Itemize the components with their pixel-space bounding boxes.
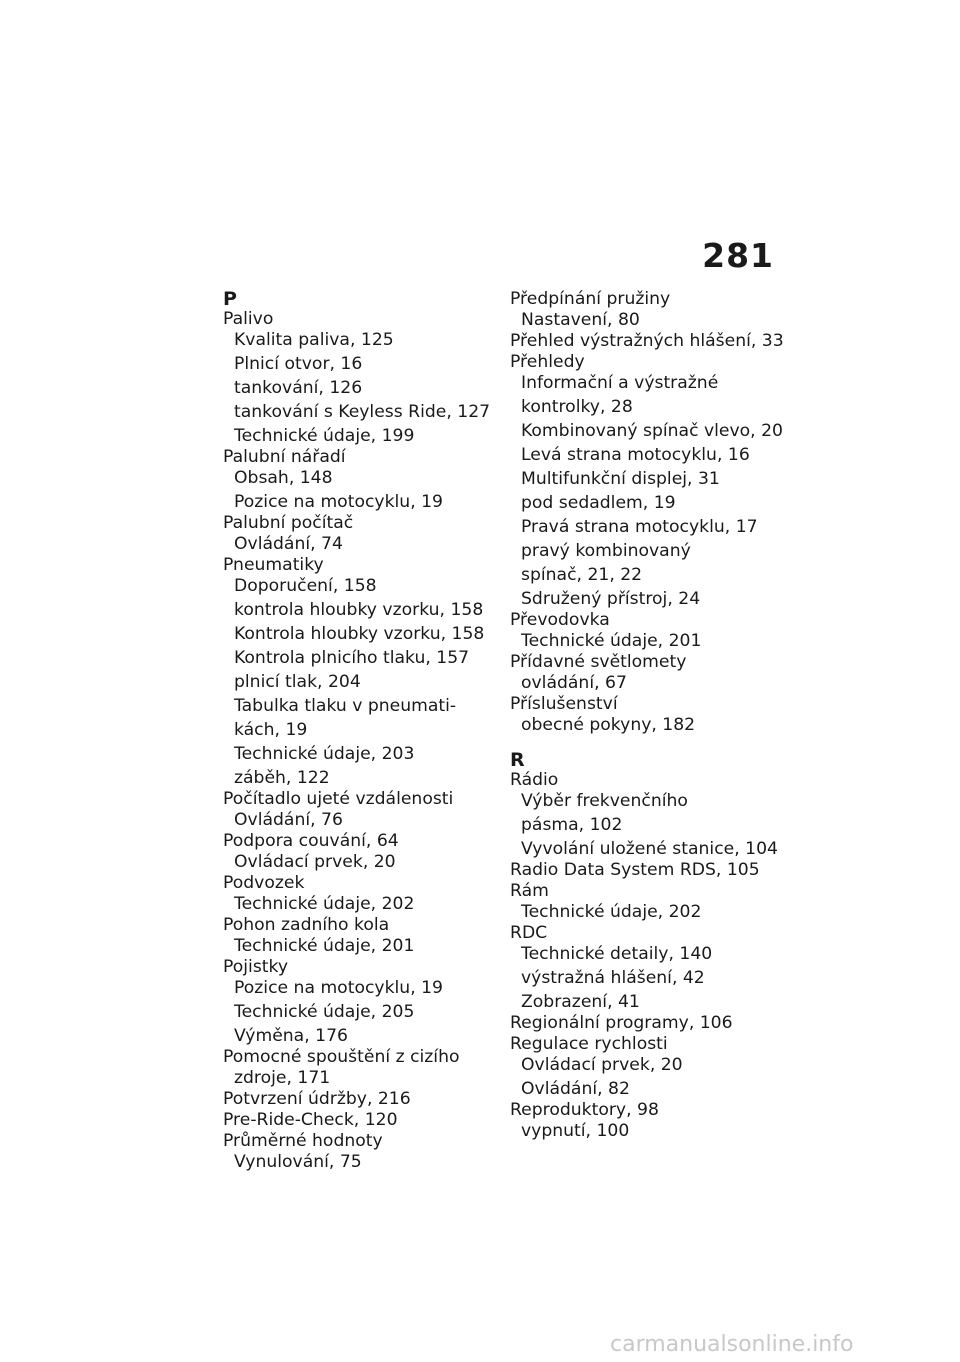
index-entry: Převodovka — [510, 610, 610, 630]
index-subentry: Technické údaje, 201 — [234, 936, 415, 956]
index-entry: Příslušenství — [510, 694, 618, 714]
index-entry: Rám — [510, 881, 549, 901]
index-subentry: Výměna, 176 — [234, 1026, 348, 1046]
index-subentry: Plnicí otvor, 16 — [234, 354, 363, 374]
index-subentry: Ovládací prvek, 20 — [234, 852, 396, 872]
index-subentry: pravý kombinovaný — [521, 541, 691, 561]
index-entry: Podvozek — [223, 873, 305, 893]
index-subentry: Technické údaje, 202 — [521, 902, 702, 922]
index-subentry: Technické detaily, 140 — [521, 944, 713, 964]
index-subentry: Technické údaje, 202 — [234, 894, 415, 914]
index-subentry: zdroje, 171 — [234, 1068, 331, 1088]
index-entry: Palubní nářadí — [223, 447, 346, 467]
index-subentry: Kontrola hloubky vzorku, 158 — [234, 624, 485, 644]
index-subentry: Tabulka tlaku v pneumati- — [234, 696, 457, 716]
index-subentry: záběh, 122 — [234, 768, 330, 788]
index-column-right — [510, 289, 800, 1142]
index-entry: Pojistky — [223, 957, 289, 977]
index-entry: RDC — [510, 923, 548, 943]
page-number: 281 — [702, 236, 774, 275]
index-entry: Palivo — [223, 309, 274, 329]
index-subentry: Ovládání, 74 — [234, 534, 343, 554]
index-subentry: Levá strana motocyklu, 16 — [521, 445, 750, 465]
index-subentry: tankování s Keyless Ride, 127 — [234, 402, 491, 422]
index-entry: Podpora couvání, 64 — [223, 831, 399, 851]
index-subentry: Ovládání, 82 — [521, 1079, 630, 1099]
index-subentry: Multifunkční displej, 31 — [521, 469, 720, 489]
index-subentry: Informační a výstražné — [521, 373, 719, 393]
index-subentry: Kontrola plnicího tlaku, 157 — [234, 648, 470, 668]
index-subentry: obecné pokyny, 182 — [521, 715, 696, 735]
index-entry: Pohon zadního kola — [223, 915, 390, 935]
index-entry: Průměrné hodnoty — [223, 1131, 383, 1151]
index-subentry: Pozice na motocyklu, 19 — [234, 492, 443, 512]
index-entry: Předpínání pružiny — [510, 289, 671, 309]
index-subentry: Kvalita paliva, 125 — [234, 330, 394, 350]
index-subentry: plnicí tlak, 204 — [234, 672, 361, 692]
index-entry: Radio Data System RDS, 105 — [510, 860, 760, 880]
index-entry: Přehled výstražných hlášení, 33 — [510, 331, 784, 351]
index-entry: Pneumatiky — [223, 555, 324, 575]
index-subentry: výstražná hlášení, 42 — [521, 968, 705, 988]
index-subentry: tankování, 126 — [234, 378, 363, 398]
index-entry: Regionální programy, 106 — [510, 1013, 733, 1033]
index-entry: Počítadlo ujeté vzdálenosti — [223, 789, 454, 809]
index-subentry: Pozice na motocyklu, 19 — [234, 978, 443, 998]
index-entry: Rádio — [510, 770, 559, 790]
index-subentry: Doporučení, 158 — [234, 576, 377, 596]
index-subentry: Technické údaje, 203 — [234, 744, 415, 764]
index-entry: Přídavné světlomety — [510, 652, 687, 672]
index-subentry: Ovládání, 76 — [234, 810, 343, 830]
index-subentry: kontrola hloubky vzorku, 158 — [234, 600, 484, 620]
index-entry: Palubní počítač — [223, 513, 354, 533]
index-subentry: pásma, 102 — [521, 815, 623, 835]
index-entry: Regulace rychlosti — [510, 1034, 668, 1054]
index-entry: Přehledy — [510, 352, 585, 372]
index-subentry: Výběr frekvenčního — [521, 791, 688, 811]
index-entry: Pomocné spouštění z cizího — [223, 1047, 460, 1067]
index-subentry: spínač, 21, 22 — [521, 565, 643, 585]
index-subentry: kontrolky, 28 — [521, 397, 633, 417]
index-subentry: Technické údaje, 205 — [234, 1002, 415, 1022]
index-subentry: Pravá strana motocyklu, 17 — [521, 517, 758, 537]
index-subentry: Vyvolání uložené stanice, 104 — [521, 839, 778, 859]
index-subentry: ovládání, 67 — [521, 673, 627, 693]
index-subentry: pod sedadlem, 19 — [521, 493, 676, 513]
watermark-text: carmanualsonline.info — [610, 1332, 854, 1357]
index-column-left — [223, 289, 503, 1173]
index-subentry: Zobrazení, 41 — [521, 992, 640, 1012]
index-entry: Potvrzení údržby, 216 — [223, 1089, 411, 1109]
index-subentry: Kombinovaný spínač vlevo, 20 — [521, 421, 783, 441]
index-subentry: Nastavení, 80 — [521, 310, 640, 330]
index-subentry: Technické údaje, 201 — [521, 631, 702, 651]
index-subentry: Sdružený přístroj, 24 — [521, 589, 701, 609]
index-entry: Pre-Ride-Check, 120 — [223, 1110, 398, 1130]
index-letter: P — [223, 288, 237, 310]
index-entry: Reproduktory, 98 — [510, 1100, 659, 1120]
index-subentry: kách, 19 — [234, 720, 308, 740]
index-subentry: Technické údaje, 199 — [234, 426, 415, 446]
index-subentry: vypnutí, 100 — [521, 1121, 630, 1141]
index-subentry: Ovládací prvek, 20 — [521, 1055, 683, 1075]
index-subentry: Obsah, 148 — [234, 468, 333, 488]
index-subentry: Vynulování, 75 — [234, 1152, 362, 1172]
index-letter: R — [510, 749, 525, 771]
